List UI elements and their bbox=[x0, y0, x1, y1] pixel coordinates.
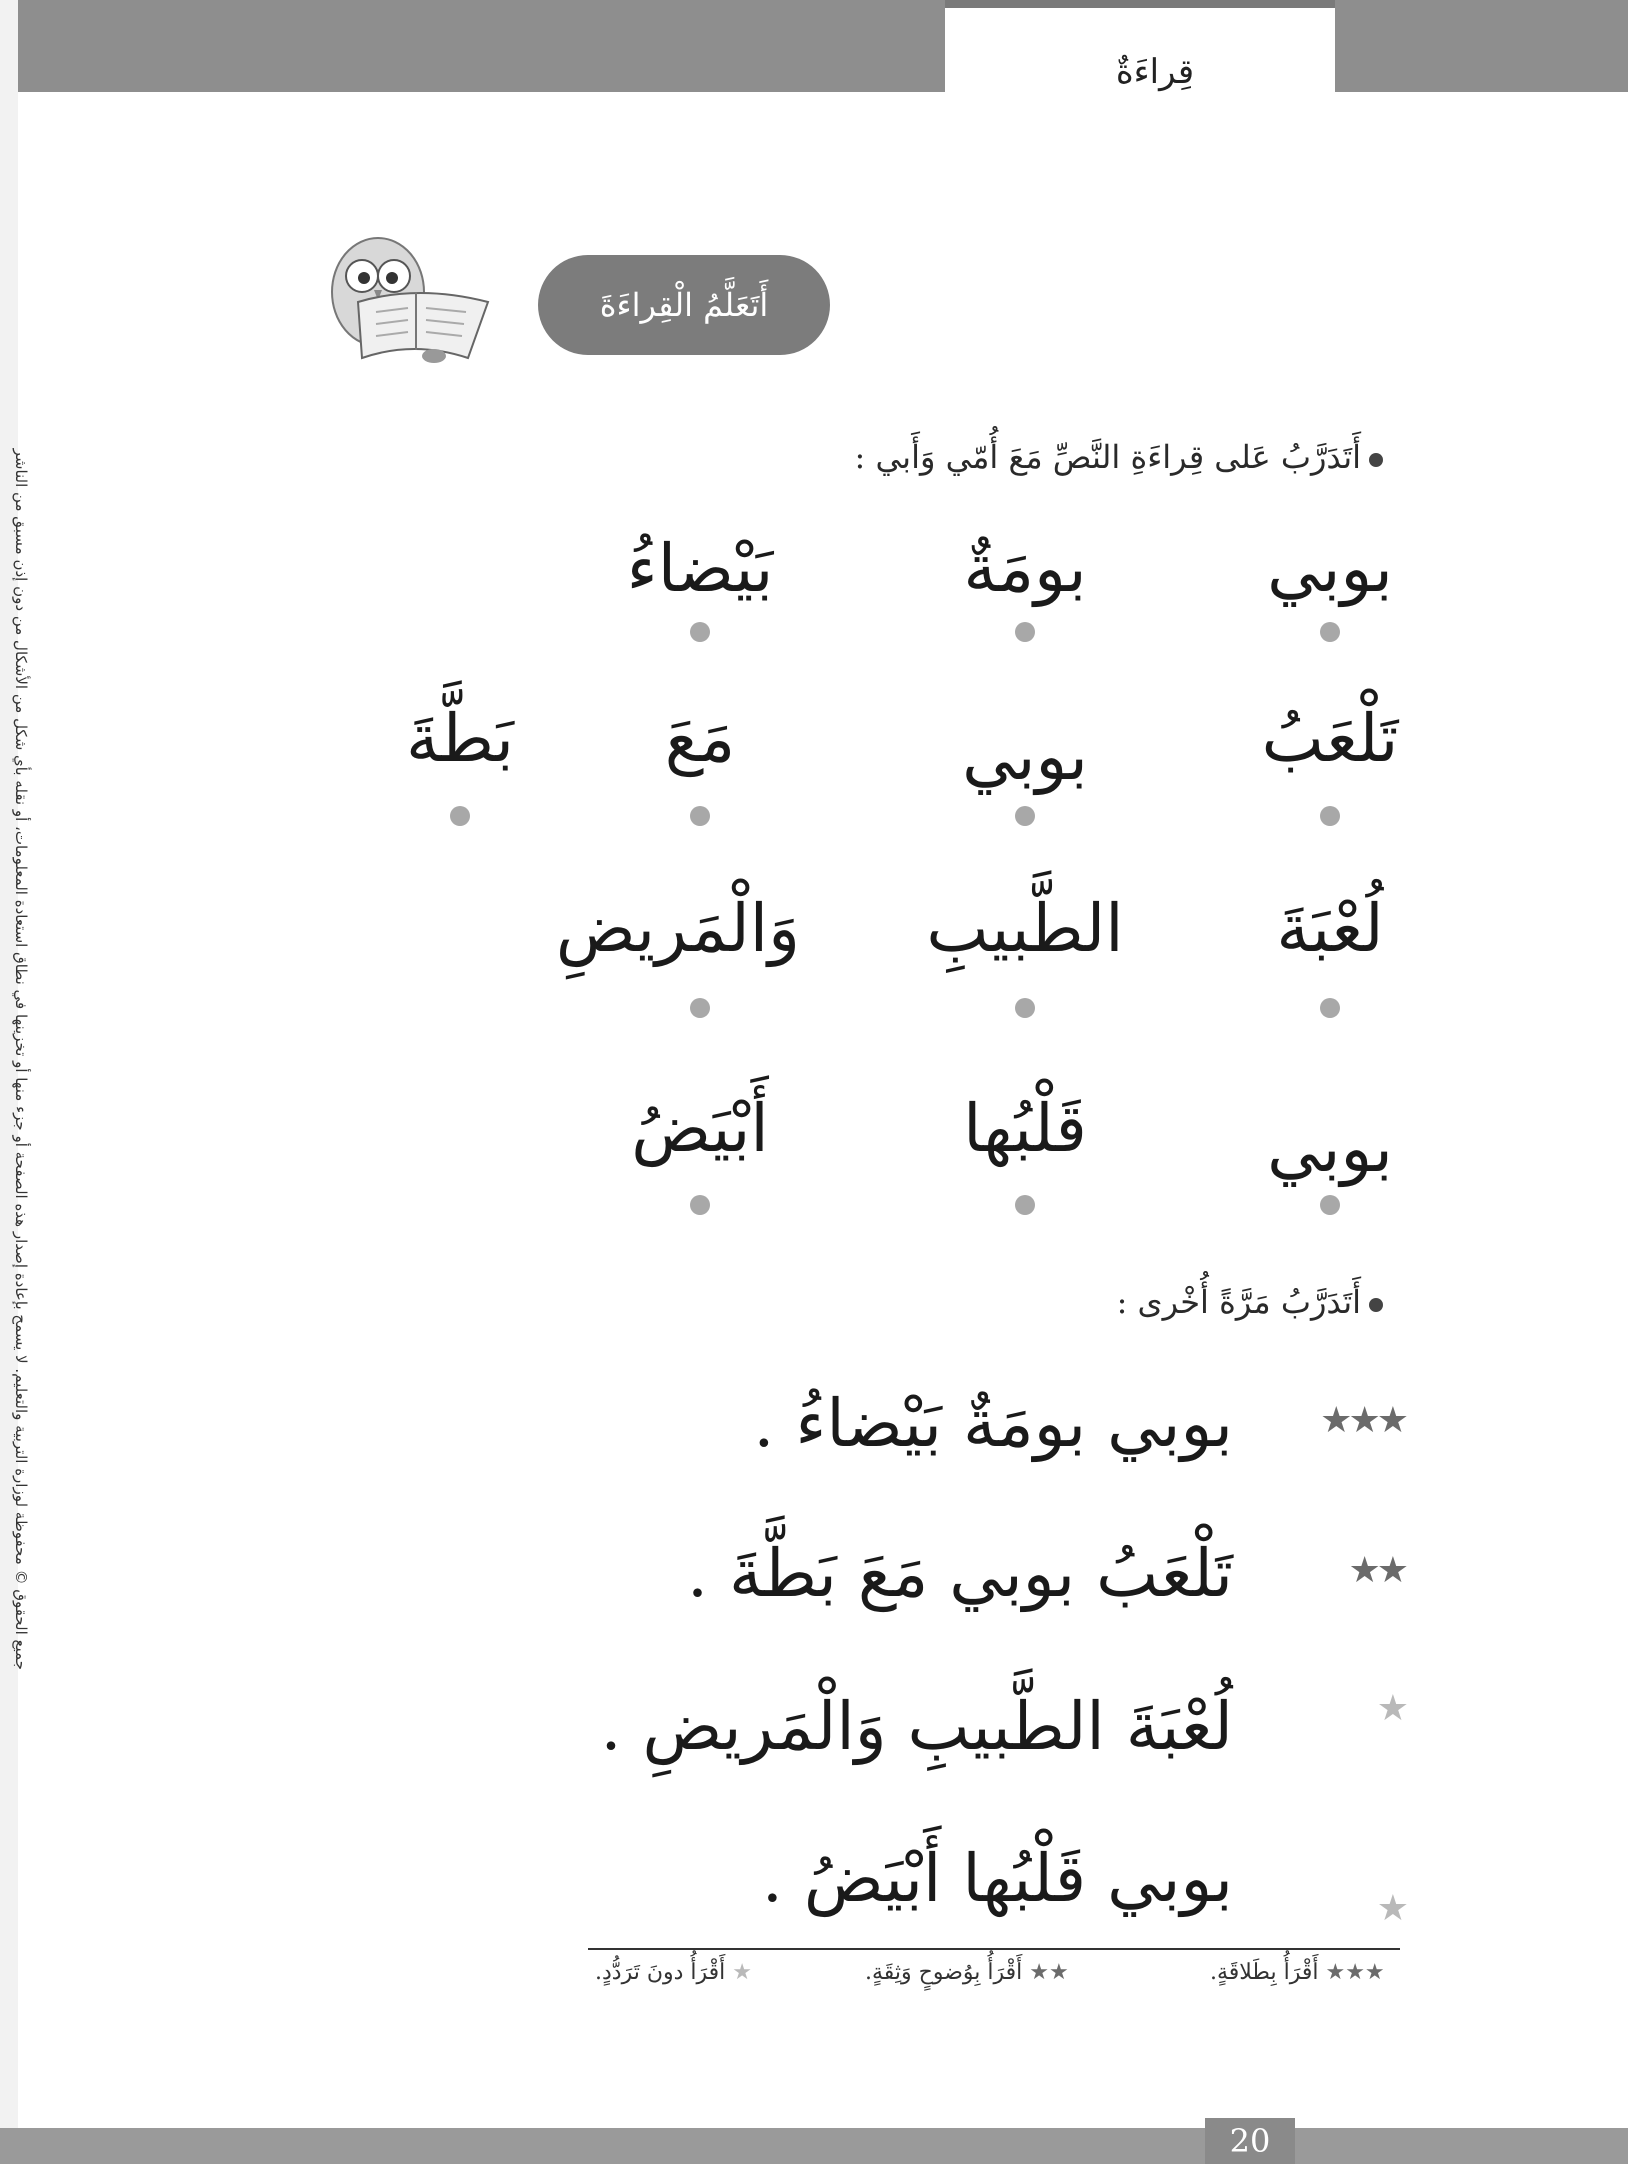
word: مَعَ bbox=[664, 700, 736, 777]
header-bar-right bbox=[1335, 0, 1628, 92]
instruction-2-text: أَتَدَرَّبُ مَرَّةً أُخْرى : bbox=[1116, 1283, 1361, 1321]
sentence-2: تَلْعَبُ بوبي مَعَ بَطَّةَ . bbox=[687, 1535, 1233, 1612]
footer-divider bbox=[588, 1948, 1400, 1950]
page-title: قِراءَةٌ bbox=[1115, 52, 1195, 92]
legend-text: أَقْرَأُ دونَ تَرَدُّدٍ. bbox=[595, 1960, 726, 1985]
word-dot bbox=[1015, 998, 1035, 1018]
word-dot bbox=[690, 622, 710, 642]
word: قَلْبُها bbox=[963, 1090, 1087, 1167]
bullet-icon bbox=[1369, 1298, 1383, 1312]
stars-3-icon: ★★★ bbox=[1325, 1960, 1385, 1985]
stars-3-icon: ★★★ bbox=[1320, 1400, 1405, 1441]
word-dot bbox=[690, 806, 710, 826]
word: أَبْيَضُ bbox=[631, 1090, 769, 1167]
star-1-icon: ★ bbox=[1376, 1888, 1405, 1929]
stars-2-icon: ★★ bbox=[1029, 1960, 1069, 1985]
legend-text: أَقْرَأُ بِوُضوحٍ وَثِقَةٍ. bbox=[865, 1960, 1023, 1985]
instruction-1-text: أَتَدَرَّبُ عَلى قِراءَةِ النَّصِّ مَعَ أُمّي وَأَبي : bbox=[854, 438, 1361, 476]
word: بوبي bbox=[1267, 1110, 1393, 1187]
word: تَلْعَبُ bbox=[1261, 700, 1399, 777]
word-dot bbox=[1015, 622, 1035, 642]
word-dot bbox=[1320, 998, 1340, 1018]
sentence-4: بوبي قَلْبُها أَبْيَضُ . bbox=[761, 1840, 1233, 1917]
legend-item-3 bbox=[1210, 1960, 1385, 1985]
word: بوبي bbox=[962, 718, 1088, 795]
word-dot bbox=[1015, 1195, 1035, 1215]
word-dot bbox=[450, 806, 470, 826]
header-bar-left bbox=[0, 0, 945, 92]
word-dot bbox=[690, 998, 710, 1018]
word-dot bbox=[690, 1195, 710, 1215]
sentence-1: بوبي بومَةٌ بَيْضاءُ . bbox=[753, 1385, 1233, 1462]
word-dot bbox=[1320, 806, 1340, 826]
legend-item-1 bbox=[595, 1960, 752, 1985]
instruction-2 bbox=[1117, 1283, 1383, 1321]
word: بوبي bbox=[1267, 530, 1393, 607]
page-number: 20 bbox=[1205, 2118, 1295, 2164]
star-1-icon: ★ bbox=[732, 1960, 753, 1985]
word-dot bbox=[1015, 806, 1035, 826]
copyright-side-note: جميع الحقوق © محفوظة لوزارة التربية والتعليم. لا يسمح بإعادة إصدار هذه الصفحة أو جزء منها أو تخزينها في نطاق استعادة المعلومات، أو نقله بأي شكل من الأشكال من دون إذن مسبق من الناشر bbox=[12, 448, 30, 1670]
owl-reading-book-icon bbox=[318, 232, 504, 368]
bullet-icon bbox=[1369, 453, 1383, 467]
section-pill: أَتَعَلَّمُ الْقِراءَةَ bbox=[538, 255, 830, 355]
footer-bar bbox=[0, 2128, 1628, 2164]
word: بومَةٌ bbox=[963, 530, 1087, 607]
word-dot bbox=[1320, 622, 1340, 642]
legend-text: أَقْرَأُ بِطَلاقَةٍ. bbox=[1210, 1960, 1319, 1985]
stars-2-icon: ★★ bbox=[1348, 1550, 1405, 1591]
word: الطَّبيبِ bbox=[926, 890, 1124, 967]
instruction-1 bbox=[855, 438, 1383, 476]
word: بَطَّةَ bbox=[406, 700, 514, 777]
sentence-3: لُعْبَةَ الطَّبيبِ وَالْمَريضِ . bbox=[600, 1688, 1233, 1765]
word: بَيْضاءُ bbox=[626, 530, 774, 607]
legend-item-2 bbox=[865, 1960, 1069, 1985]
word: وَالْمَريضِ bbox=[555, 890, 800, 967]
word: لُعْبَةَ bbox=[1276, 890, 1384, 967]
star-1-icon: ★ bbox=[1376, 1688, 1405, 1729]
word-dot bbox=[1320, 1195, 1340, 1215]
